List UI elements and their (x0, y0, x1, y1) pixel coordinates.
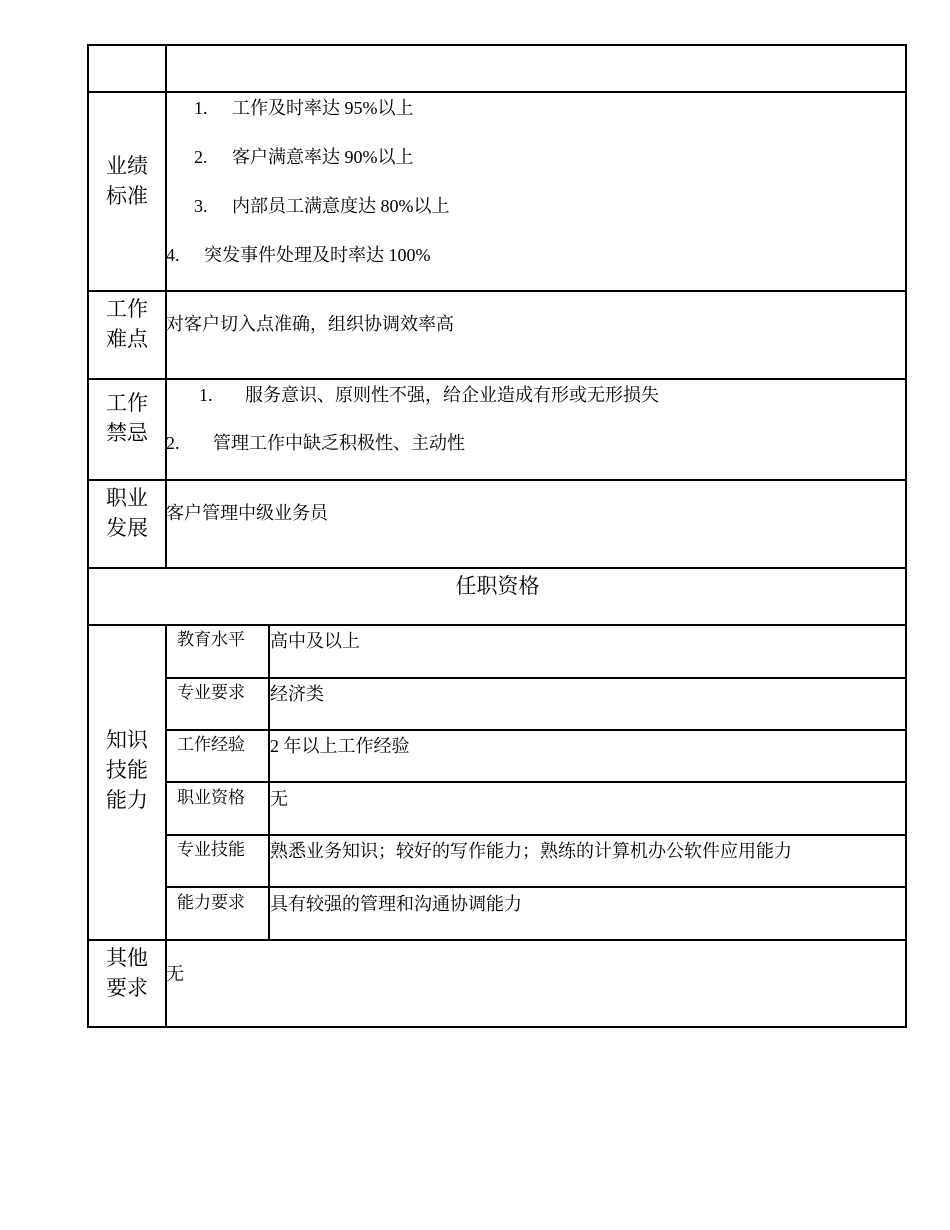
qualification-row-value: 经济类 (270, 684, 324, 704)
sub-row-divider (165, 781, 907, 783)
table-border-right (905, 44, 907, 1028)
qualification-row-value: 无 (270, 789, 288, 809)
career-label: 职业发展 (106, 486, 148, 540)
qualification-row-value: 熟悉业务知识；较好的写作能力；熟练的计算机办公软件应用能力 (270, 841, 792, 861)
row-divider (87, 479, 907, 481)
qualification-row-name: 能力要求 (177, 893, 245, 913)
table-border-top (87, 44, 907, 46)
sub-row-divider (165, 729, 907, 731)
row-divider (87, 91, 907, 93)
qualification-row-value: 2 年以上工作经验 (270, 736, 410, 756)
qualification-row-name: 专业要求 (177, 683, 245, 703)
qualification-row-name: 教育水平 (177, 630, 245, 650)
qualification-row-name: 职业资格 (177, 788, 245, 808)
other-text: 无 (166, 964, 184, 984)
taboo-item: 1. 服务意识、原则性不强，给企业造成有形或无形损失 (199, 385, 659, 405)
difficulty-text: 对客户切入点准确，组织协调效率高 (166, 314, 454, 334)
qualification-row-name: 专业技能 (177, 840, 245, 860)
row-divider (87, 290, 907, 292)
performance-item: 3. 内部员工满意度达 80%以上 (194, 196, 450, 216)
qualification-label: 知识技能能力 (106, 728, 148, 812)
qualification-row-value: 高中及以上 (270, 631, 360, 651)
row-divider (87, 378, 907, 380)
table-border-bottom (87, 1026, 907, 1028)
row-divider (87, 567, 907, 569)
taboo-item: 2. 管理工作中缺乏积极性、主动性 (166, 433, 465, 453)
performance-item: 2. 客户满意率达 90%以上 (194, 147, 414, 167)
sub-row-divider (165, 677, 907, 679)
row-divider (87, 624, 907, 626)
qualification-row-value: 具有较强的管理和沟通协调能力 (270, 894, 522, 914)
performance-item: 1. 工作及时率达 95%以上 (194, 98, 414, 118)
row-divider (87, 939, 907, 941)
performance-item: 4. 突发事件处理及时率达 100% (166, 245, 431, 265)
difficulty-label: 工作难点 (106, 297, 148, 351)
sub-row-divider (165, 886, 907, 888)
label-column-divider (165, 44, 167, 569)
other-label: 其他要求 (106, 946, 148, 1000)
taboo-label: 工作禁忌 (106, 391, 148, 445)
performance-label: 业绩标准 (106, 154, 148, 208)
career-text: 客户管理中级业务员 (166, 503, 328, 523)
qualification-row-name: 工作经验 (177, 735, 245, 755)
qualification-title: 任职资格 (455, 574, 540, 598)
sub-row-divider (165, 834, 907, 836)
